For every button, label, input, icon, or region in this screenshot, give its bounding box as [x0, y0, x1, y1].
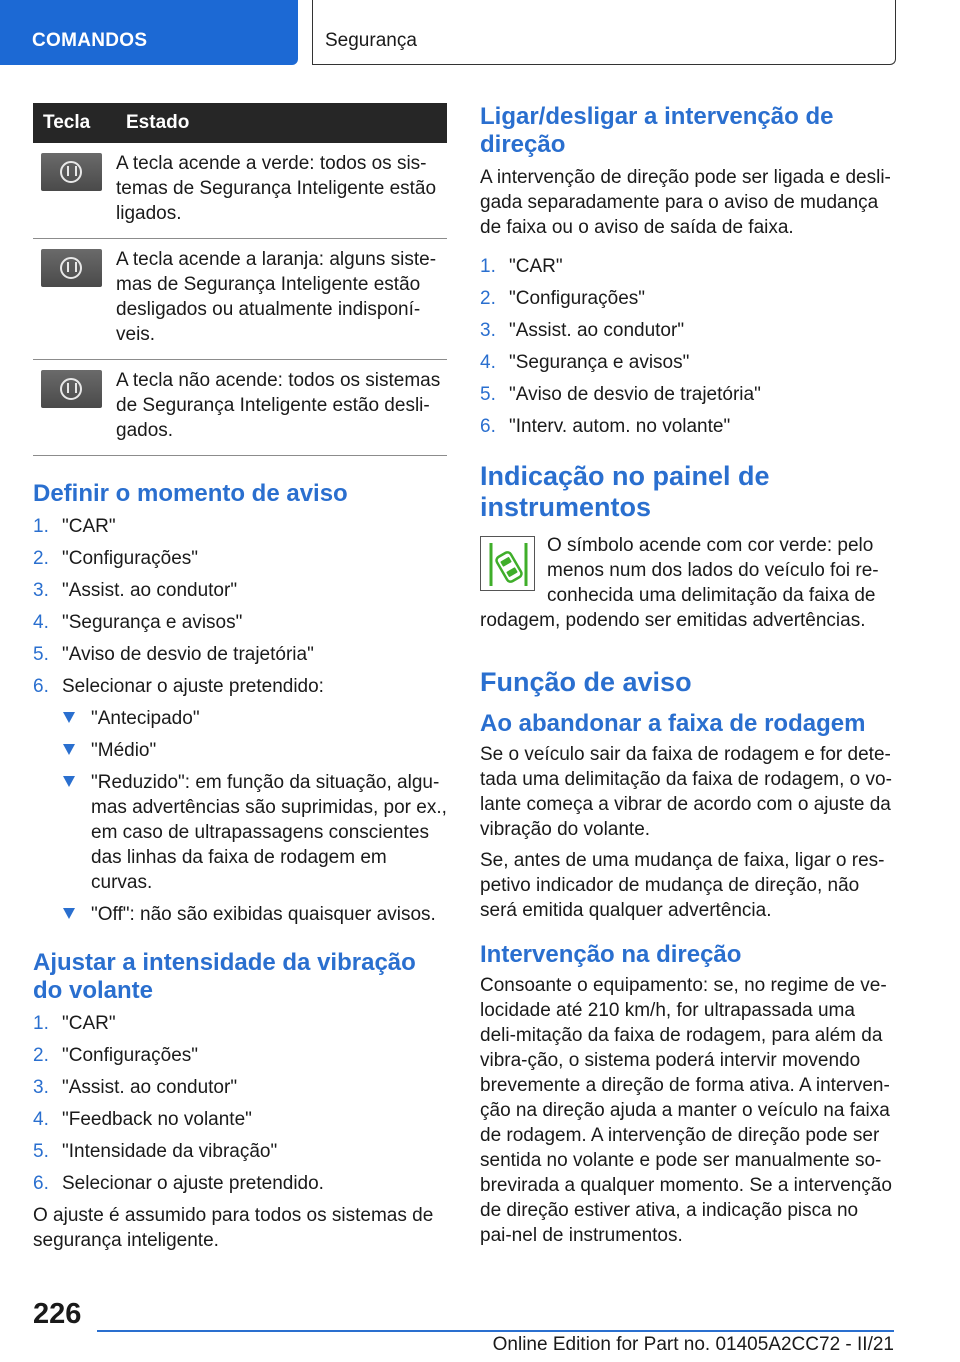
steps-list [33, 1011, 447, 1196]
list-item: 4. "Segurança e avisos" [480, 352, 690, 373]
list-item: 2. "Configurações" [480, 288, 646, 309]
list-item: 6. Selecionar o ajuste pretendido. [33, 1173, 324, 1194]
table-cell-text: A tecla não acende: todos os sistemas de Segurança Inteligente estão desli-gados. [116, 360, 447, 456]
triangle-bullet-icon [63, 712, 75, 723]
subsection-heading: Intervenção na direção [480, 941, 742, 968]
list-item: 3. "Assist. ao condutor" [33, 580, 238, 601]
list-item: 6. "Interv. autom. no volante" [480, 416, 731, 437]
list-item: "Reduzido": em função da situação, algu-mas advertências são suprimidas, por ex., em caso de ultrapassagens conscientes das linhas da faixa de rodagem em curvas. [62, 770, 447, 895]
steps-list [33, 514, 447, 927]
list-item: 2. "Configurações" [33, 1045, 199, 1066]
triangle-bullet-icon [63, 744, 75, 755]
section-heading: Ajustar a intensidade da vibração do volante [33, 949, 416, 1004]
list-item: 4. "Segurança e avisos" [33, 612, 243, 633]
section-header [312, 0, 896, 65]
section-heading: Ligar/desligar a intervenção de direção [480, 103, 834, 158]
paragraph: Se, antes de uma mudança de faixa, ligar o res-petivo indicador de mudança de direção, não será emitida qualquer advertência. [480, 850, 885, 921]
list-item: 3. "Assist. ao condutor" [480, 320, 685, 341]
paragraph: Consoante o equipamento: se, no regime de ve-locidade até 210 km/h, for ultrapassada uma deli-mitação da faixa de rodagem, para além da vibra-ção, o sistema poderá intervir movendo brevemente a direção de forma ativa. A interven-ção na direção ajuda a manter o veículo na faixa de rodagem. A intervenção de direção pode ser sentida no volante e pode ser manualmente so-brevirada a qualquer momento. Se a intervenção de direção estiver ativa, a indicação pisca no pai-nel de instrumentos. [480, 975, 892, 1246]
options-list [62, 706, 447, 927]
list-item: "Antecipado" [62, 706, 447, 731]
section-heading: Indicação no painel de instrumentos [480, 461, 770, 522]
section-heading: Definir o momento de aviso [33, 480, 348, 507]
key-state-table [33, 103, 447, 456]
chapter-tab [0, 0, 298, 65]
steps-list [480, 254, 894, 439]
footer-divider [97, 1330, 894, 1332]
subsection-heading: Ao abandonar a faixa de rodagem [480, 710, 866, 737]
list-item: "Off": não são exibidas quaisquer avisos. [62, 902, 447, 927]
triangle-bullet-icon [63, 776, 75, 787]
list-item: 1. "CAR" [33, 1013, 116, 1034]
triangle-bullet-icon [63, 908, 75, 919]
key-orange-icon [41, 249, 102, 287]
list-item: "Médio" [62, 738, 447, 763]
page-number: 226 [33, 1298, 82, 1330]
edition-text: Online Edition for Part no. 01405A2CC72 - II/21 [492, 1334, 894, 1355]
key-off-icon [41, 370, 102, 408]
list-item: 5. "Intensidade da vibração" [33, 1141, 278, 1162]
list-item: 5. "Aviso de desvio de trajetória" [33, 644, 314, 665]
indicator-block [480, 533, 894, 633]
paragraph: O símbolo acende com cor verde: pelo menos num dos lados do veículo foi re-conhecida uma delimitação da faixa de rodagem, podendo ser emitidas advertências. [480, 535, 879, 631]
list-item: 1. "CAR" [33, 516, 116, 537]
right-column [480, 103, 894, 1248]
table-header-state: Estado [116, 103, 447, 143]
table-row [33, 143, 447, 239]
list-item: 3. "Assist. ao condutor" [33, 1077, 238, 1098]
left-column [33, 103, 447, 1253]
chapter-title: COMANDOS [32, 30, 148, 51]
lane-departure-icon [480, 536, 535, 591]
table-header-key: Tecla [33, 103, 116, 143]
table-cell-text: A tecla acende a laranja: alguns siste-mas de Segurança Inteligente estão desligados ou atualmente indisponí-veis. [116, 239, 447, 360]
list-item: 6. Selecionar o ajuste pretendido: "Antecipado" "Médio" "Reduzido": em função da situação, algu-mas advertências são suprimidas, por ex., em caso de ultrapassagens conscientes das linhas da faixa de rodagem em curvas. "Off": não são exibidas quaisquer avisos. [33, 676, 447, 925]
list-item: 2. "Configurações" [33, 548, 199, 569]
table-row [33, 239, 447, 360]
table-row [33, 360, 447, 456]
table-cell-text: A tecla acende a verde: todos os sis-temas de Segurança Inteligente estão ligados. [116, 143, 447, 239]
paragraph: A intervenção de direção pode ser ligada e desli-gada separadamente para o aviso de mudança de faixa ou o aviso de saída de faixa. [480, 167, 891, 238]
paragraph: Se o veículo sair da faixa de rodagem e for dete-tada uma delimitação da faixa de rodagem, o vo-lante começa a vibrar de acordo com o ajuste da vibração do volante. [480, 744, 892, 840]
list-item: 1. "CAR" [480, 256, 563, 277]
section-heading: Função de aviso [480, 667, 692, 697]
list-item: 4. "Feedback no volante" [33, 1109, 252, 1130]
section-title: Segurança [325, 30, 417, 51]
key-green-icon [41, 153, 102, 191]
paragraph: O ajuste é assumido para todos os sistemas de segurança inteligente. [33, 1205, 434, 1251]
list-item: 5. "Aviso de desvio de trajetória" [480, 384, 761, 405]
